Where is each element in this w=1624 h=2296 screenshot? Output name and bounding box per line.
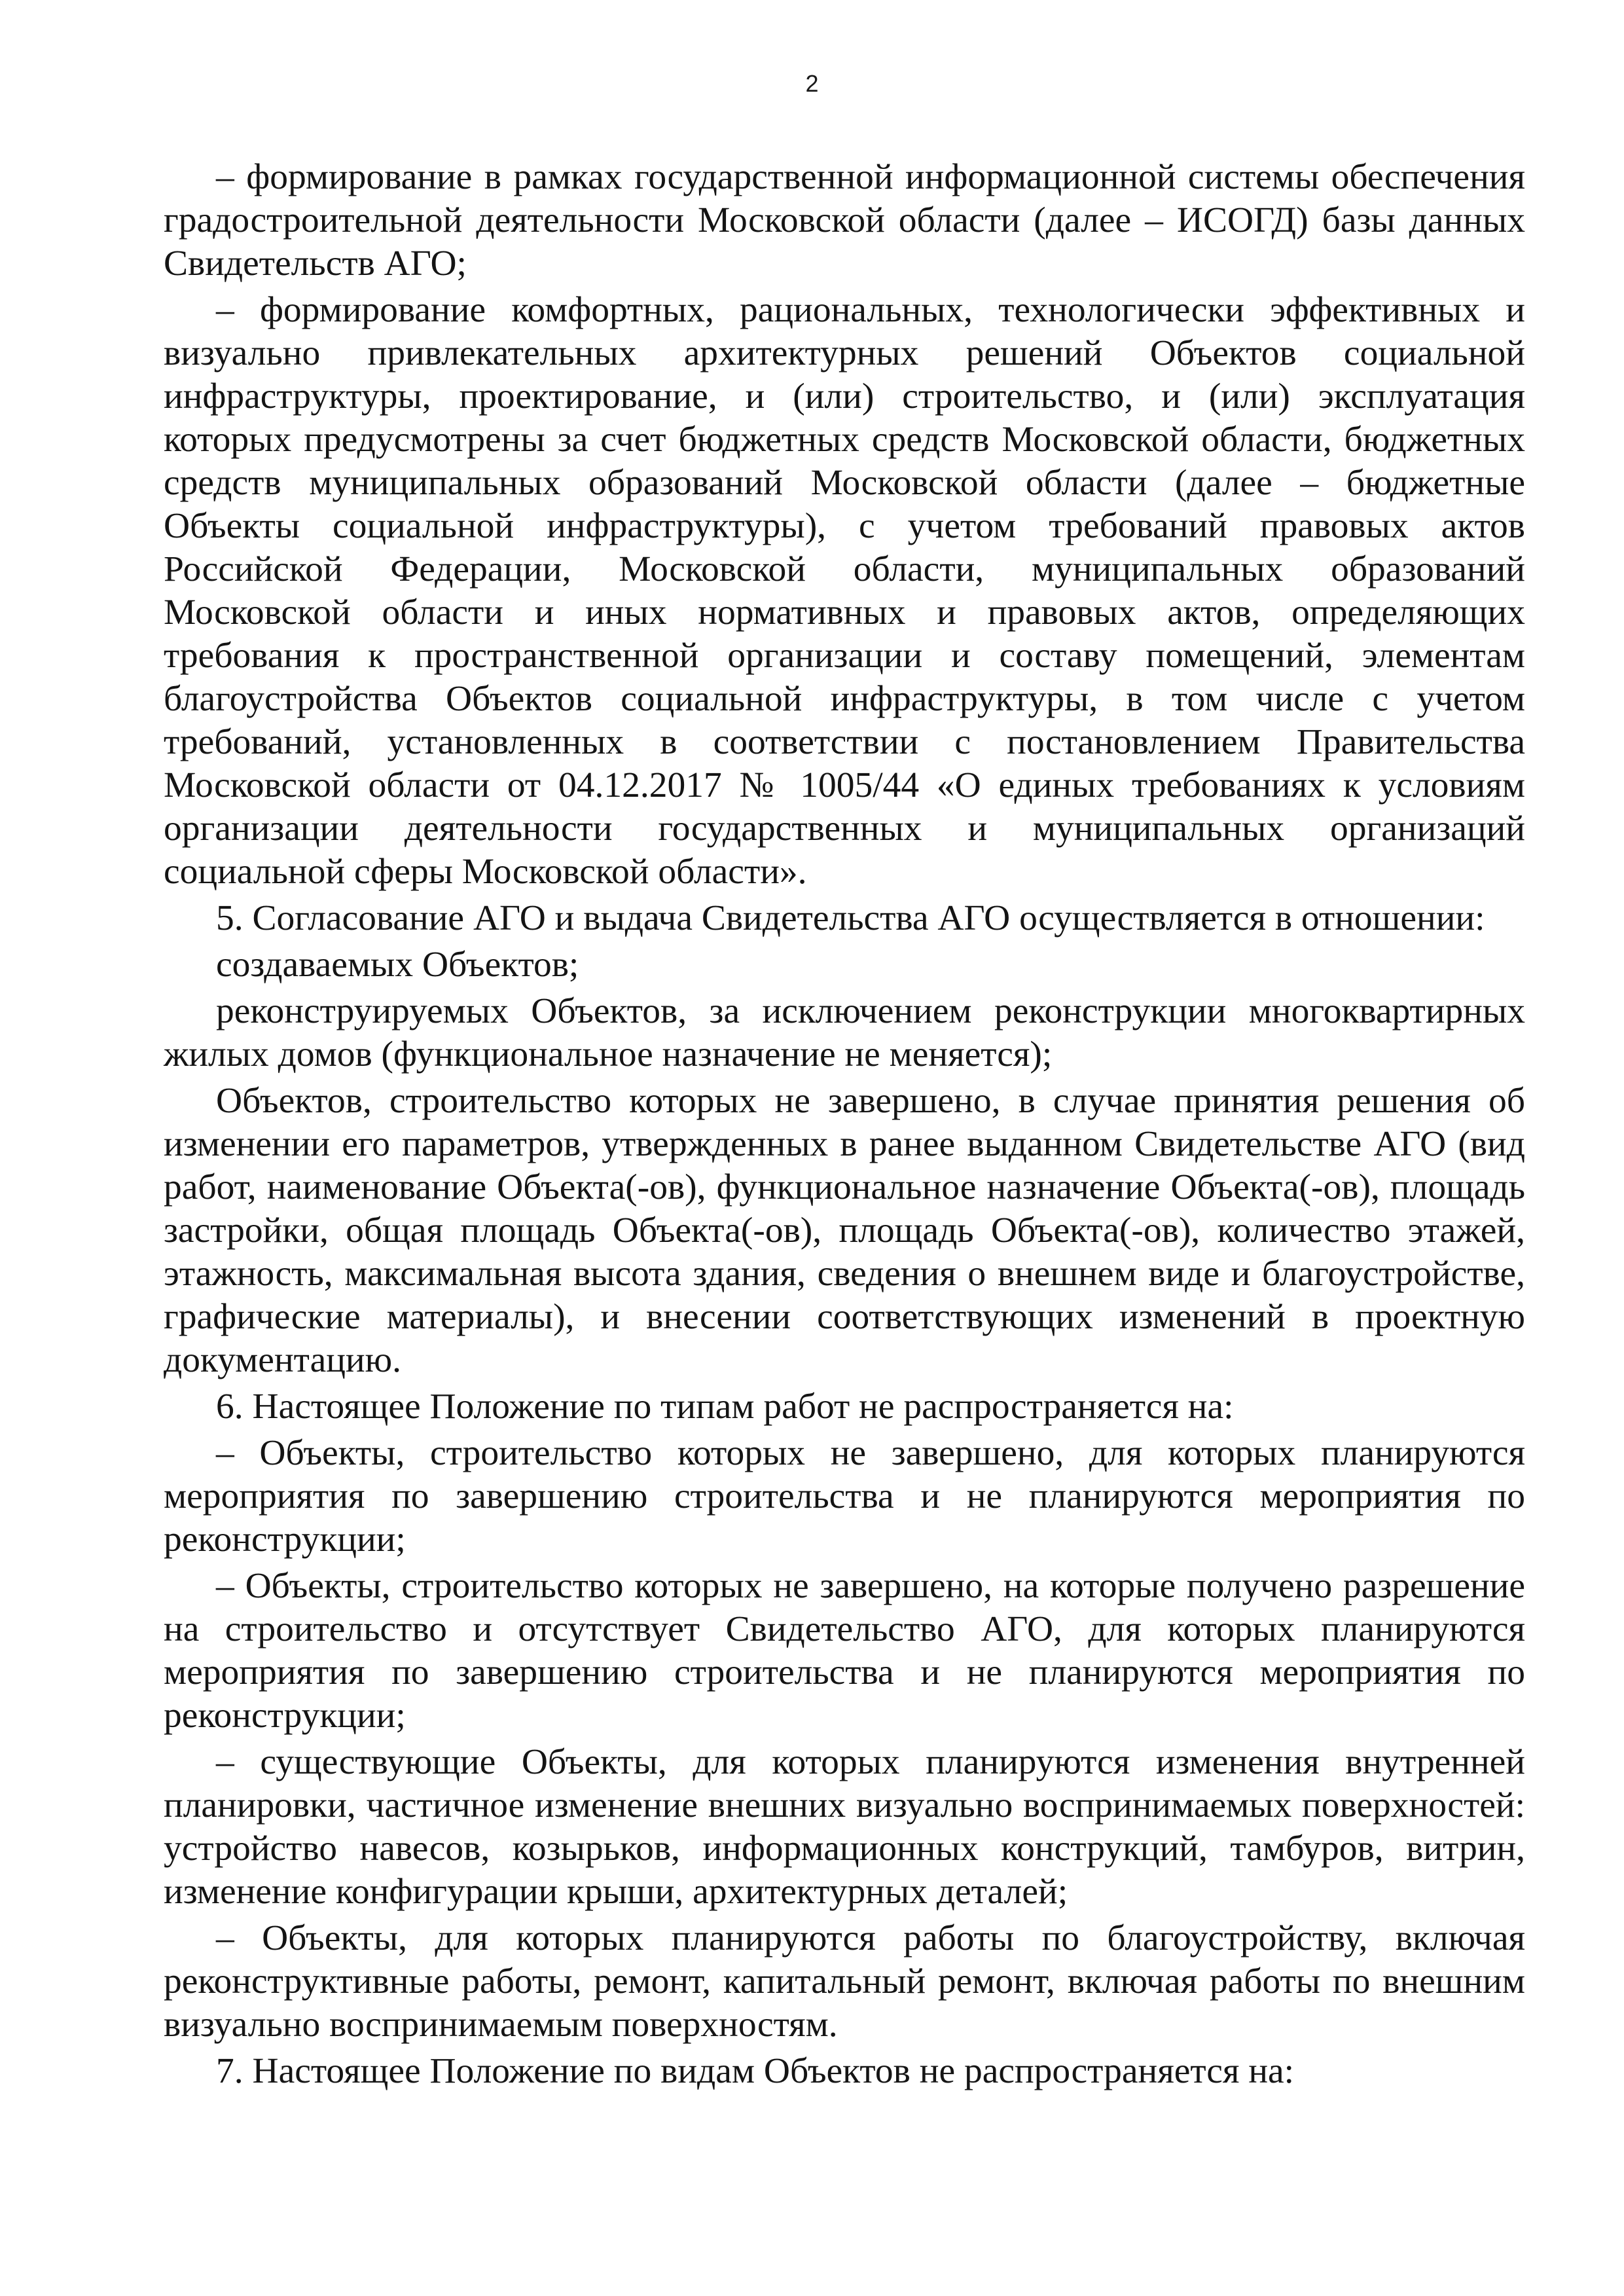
paragraph-exclusion-existing: – существующие Объекты, для которых планируются изменения внутренней планировки, частичное изменение внешних визуально воспринимаемых поверхностей: устройство навесов, козырьков, информационных конструкций, тамбуров, витрин, изменение конфигурации крыши, архитектурных деталей; — [164, 1742, 1525, 1912]
paragraph-exclusion-unfinished: – Объекты, строительство которых не завершено, для которых планируются мероприятия по завершению строительства и не планируются мероприятия по реконструкции; — [164, 1433, 1525, 1559]
paragraph-unfinished-objects: Объектов, строительство которых не завершено, в случае принятия решения об изменении его параметров, утвержденных в ранее выданном Свидетельстве АГО (вид работ, наименование Объекта(-ов), функциональное назначение Объекта(-ов), площадь застройки, общая площадь Объекта(-ов), площадь Объекта(-ов), количество этажей, этажность, максимальная высота здания, сведения о внешнем виде и благоустройстве, графические материалы), и внесении соответствующих изменений в проектную документацию. — [164, 1081, 1525, 1380]
paragraph-reconstructed-objects: реконструируемых Объектов, за исключением реконструкции многоквартирных жилых домов (функциональное назначение не меняется); — [164, 991, 1525, 1074]
document-body — [164, 156, 1525, 2096]
paragraph-created-objects: создаваемых Объектов; — [216, 945, 579, 985]
paragraph-section-5: 5. Согласование АГО и выдача Свидетельства АГО осуществляется в отношении: — [216, 898, 1485, 938]
paragraph-exclusion-permit: – Объекты, строительство которых не завершено, на которые получено разрешение на строительство и отсутствует Свидетельство АГО, для которых планируются мероприятия по завершению строительства и не планируются мероприятия по реконструкции; — [164, 1566, 1525, 1736]
paragraph-section-6: 6. Настоящее Положение по типам работ не распространяется на: — [216, 1387, 1234, 1427]
page-number: 2 — [805, 70, 819, 97]
paragraph-social-infrastructure: – формирование комфортных, рациональных, технологически эффективных и визуально привлекательных архитектурных решений Объектов социальной инфраструктуры, проектирование, и (или) строительство, и (или) эксплуатация которых предусмотрены за счет бюджетных средств Московской области, бюджетных средств муниципальных образований Московской области (далее – бюджетные Объекты социальной инфраструктуры), с учетом требований правовых актов Российской Федерации, Московской области, муниципальных образований Московской области и иных нормативных и правовых актов, определяющих требования к пространственной организации и составу помещений, элементам благоустройства Объектов социальной инфраструктуры, в том числе с учетом требований, установленных в соответствии с постановлением Правительства Московской области от 04.12.2017 № 1005/44 «О единых требованиях к условиям организации деятельности государственных и муниципальных организаций социальной сферы Московской области». — [164, 290, 1525, 892]
paragraph-section-7: 7. Настоящее Положение по видам Объектов не распространяется на: — [216, 2051, 1295, 2091]
paragraph-exclusion-landscaping: – Объекты, для которых планируются работы по благоустройству, включая реконструктивные работы, ремонт, капитальный ремонт, включая работы по внешним визуально воспринимаемым поверхностям. — [164, 1918, 1525, 2045]
paragraph-isogd-database: – формирование в рамках государственной информационной системы обеспечения градостроительной деятельности Московской области (далее – ИСОГД) базы данных Свидетельств АГО; — [164, 157, 1525, 283]
